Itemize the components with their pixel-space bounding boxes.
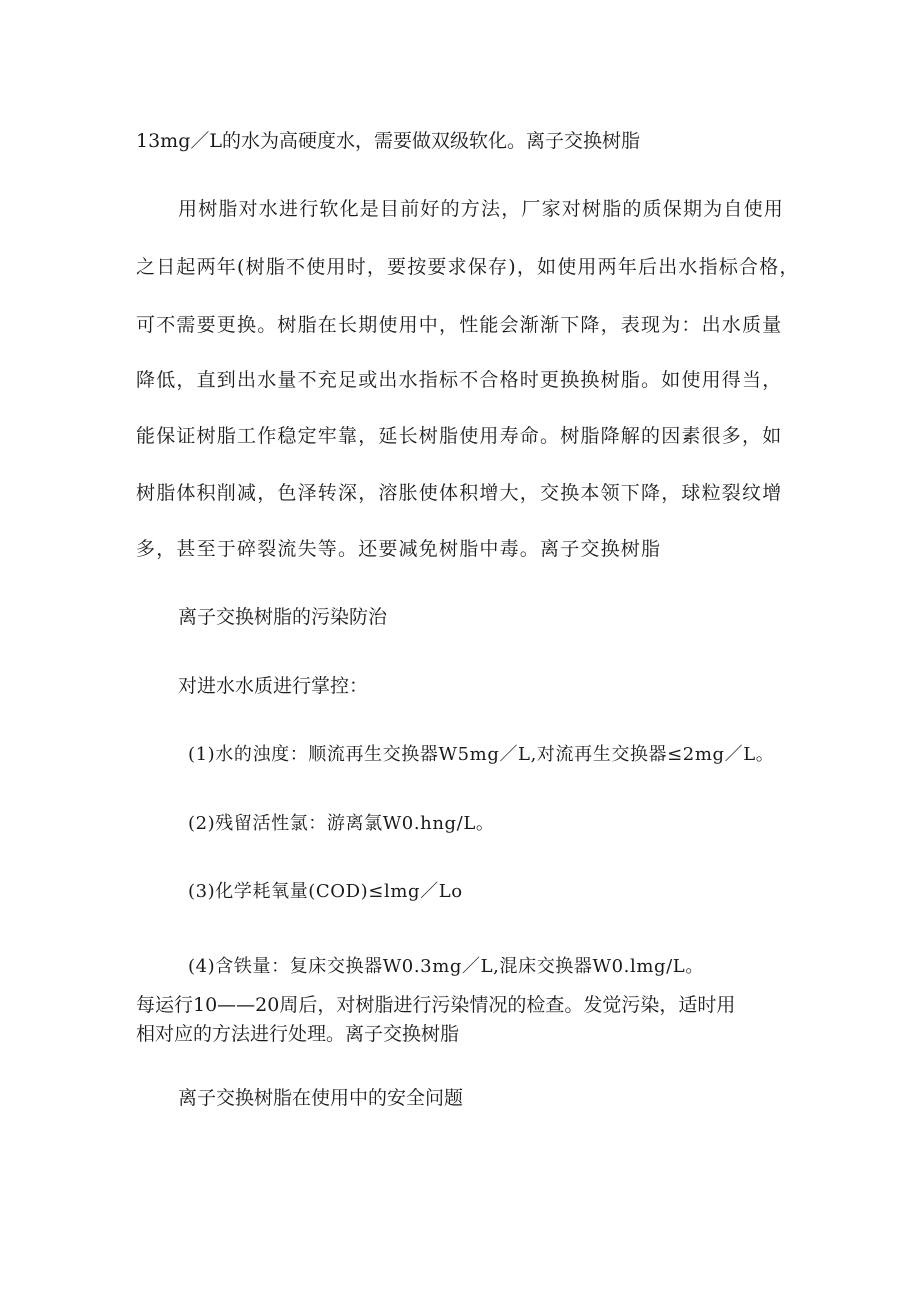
paragraph-softening-line-5: 能保证树脂工作稳定牢靠，延长树脂使用寿命。树脂降解的因素很多，如 (136, 425, 783, 447)
paragraph-softening-line-6: 树脂体积削减，色泽转深，溶胀使体积增大，交换本领下降，球粒裂纹增 (136, 482, 783, 504)
inspection-line-1: 每运行10——20周后，对树脂进行污染情况的检查。发觉污染，适时用 (136, 994, 736, 1016)
list-item-cod: (3)化学耗氧量(COD)≤lmg／Lo (188, 881, 463, 902)
text-line-hardness: 13mg／L的水为高硬度水，需要做双级软化。离子交换树脂 (136, 130, 640, 152)
control-intro: 对进水水质进行掌控： (178, 675, 369, 697)
list-item-residual-chlorine: (2)残留活性氯：游离氯W0.hng/L。 (188, 813, 495, 834)
paragraph-softening-line-7: 多，甚至于碎裂流失等。还要减免树脂中毒。离子交换树脂 (136, 538, 662, 560)
paragraph-softening-line-4: 降低，直到出水量不充足或出水指标不合格时更换换树脂。如使用得当， (136, 369, 783, 391)
paragraph-softening-line-1: 用树脂对水进行软化是目前好的方法，厂家对树脂的质保期为自使用 (178, 198, 785, 220)
paragraph-softening-line-3: 可不需要更换。树脂在长期使用中，性能会渐渐下降，表现为：出水质量 (136, 314, 783, 336)
list-item-turbidity: (1)水的浊度：顺流再生交换器W5mg／L,对流再生交换器≤2mg／L。 (188, 744, 775, 765)
inspection-line-2: 相对应的方法进行处理。离子交换树脂 (136, 1023, 460, 1045)
paragraph-softening-line-2: 之日起两年(树脂不使用时，要按要求保存)，如使用两年后出水指标合格， (136, 256, 800, 278)
list-item-iron-content: (4)含铁量：复床交换器W0.3mg／L,混床交换器W0.lmg/L。 (188, 956, 704, 977)
heading-pollution-prevention: 离子交换树脂的污染防治 (178, 606, 388, 628)
heading-safety-issues: 离子交换树脂在使用中的安全问题 (178, 1087, 464, 1109)
